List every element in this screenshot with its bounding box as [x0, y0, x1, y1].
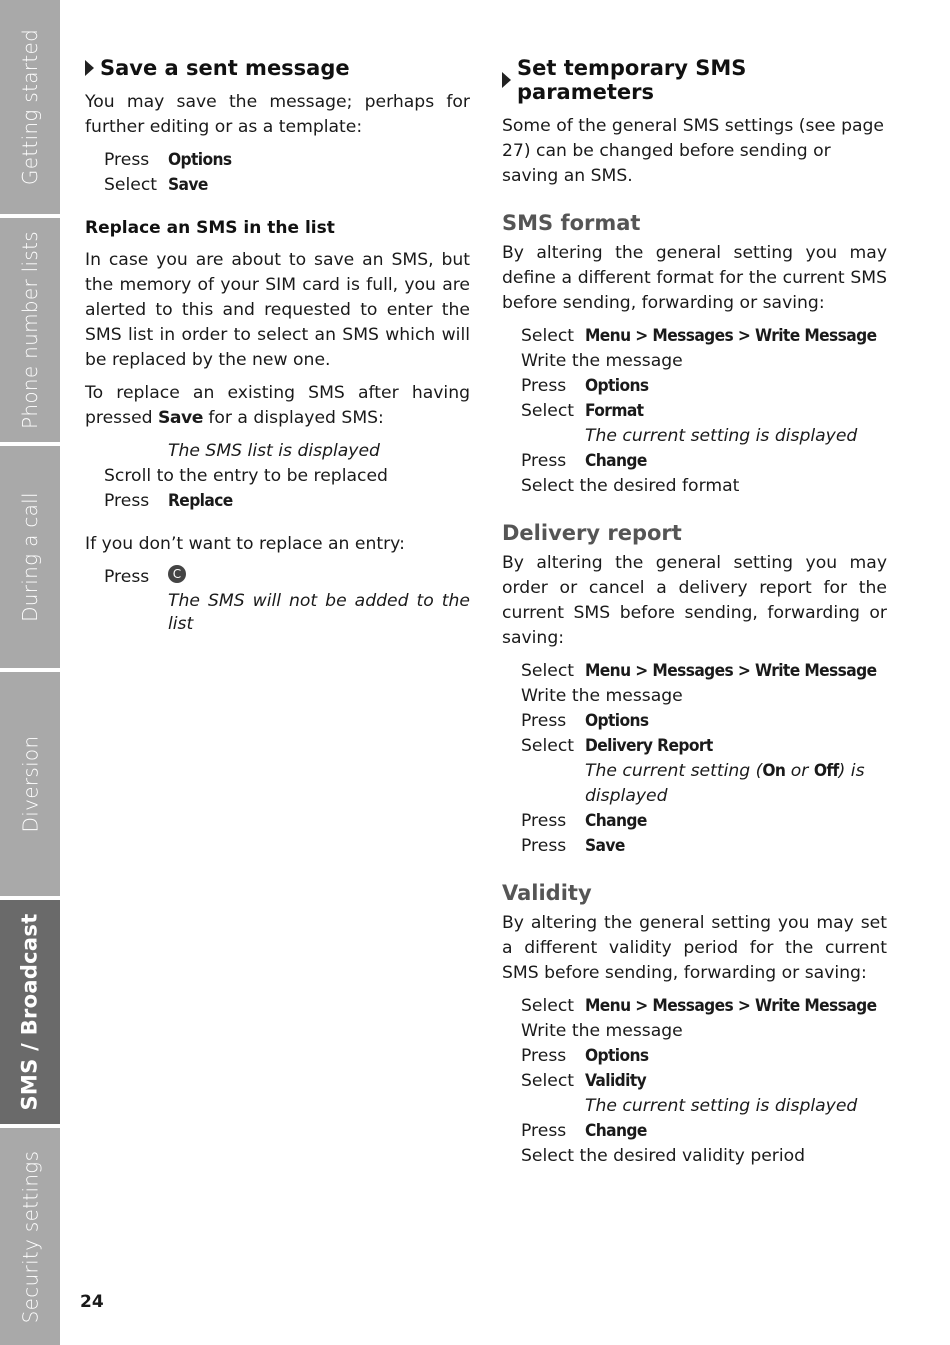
- step-command: Options: [585, 376, 649, 396]
- step-row: [104, 464, 470, 489]
- tab-label: Phone number lists: [18, 231, 43, 429]
- step-text: Select the desired format: [521, 476, 740, 496]
- tab-security-settings[interactable]: [0, 1128, 60, 1345]
- tab-label: SMS / Broadcast: [18, 913, 42, 1111]
- step-row: [104, 173, 470, 198]
- step-verb: Press: [521, 1046, 567, 1066]
- step-row: [104, 148, 470, 173]
- text-span: ) is displayed: [585, 761, 865, 806]
- tab-label: During a call: [18, 492, 42, 622]
- step-verb: Select: [521, 326, 575, 346]
- step-command: Options: [585, 1046, 649, 1066]
- step-command: Format: [585, 401, 644, 421]
- text-span: for a displayed SMS:: [202, 408, 384, 428]
- no-replace-paragraph: If you don’t want to replace an entry:: [85, 534, 405, 554]
- delivery-report-text: By altering the general setting you may order or cancel a delivery report for the current SMS before sending, forwarding or saving:: [502, 553, 887, 648]
- step-row: [521, 759, 887, 809]
- intro-paragraph: Some of the general SMS settings (see page 27) can be changed before sending or saving an SMS.: [502, 116, 885, 186]
- step-verb: Select: [521, 661, 575, 681]
- step-command: Menu > Messages > Write Message: [585, 661, 877, 681]
- sms-format-heading: SMS format: [502, 211, 641, 235]
- steps-delivery-report: [521, 659, 887, 859]
- side-tab-bar: [0, 0, 60, 1345]
- tab-label: Diversion: [18, 735, 43, 833]
- step-note: The current setting is displayed: [585, 426, 858, 446]
- step-verb: Press: [521, 811, 567, 831]
- step-verb: Press: [104, 567, 150, 587]
- triangle-bullet-icon: [85, 60, 94, 76]
- step-row: [521, 324, 887, 349]
- step-text: Write the message: [521, 1021, 683, 1041]
- step-note: [585, 759, 887, 809]
- steps-save: [104, 148, 470, 198]
- step-verb: Press: [521, 836, 567, 856]
- step-row: [521, 1069, 887, 1094]
- section-heading: [502, 56, 887, 104]
- steps-validity: [521, 994, 887, 1169]
- step-row: [521, 399, 887, 424]
- tab-sms-broadcast[interactable]: [0, 900, 60, 1124]
- step-row: [521, 1044, 887, 1069]
- section-title: Set temporary SMS parameters: [517, 56, 747, 104]
- replace-instruction-paragraph: [85, 381, 470, 431]
- step-command: Save: [168, 175, 208, 195]
- step-row: [521, 374, 887, 399]
- tab-diversion[interactable]: [0, 672, 60, 896]
- step-text: Select the desired validity period: [521, 1146, 806, 1166]
- step-row: [521, 474, 887, 499]
- step-row: [521, 659, 887, 684]
- step-row: [521, 734, 887, 759]
- step-verb: Press: [104, 491, 150, 511]
- validity-text: By altering the general setting you may set a different validity period for the current SMS before sending, forwarding or saving:: [502, 913, 887, 983]
- step-verb: Press: [521, 451, 567, 471]
- right-column: [502, 52, 887, 1177]
- step-row: [104, 590, 470, 636]
- inline-command: Save: [158, 408, 203, 428]
- step-verb: Select: [521, 1071, 575, 1091]
- text-span: The current setting (: [585, 761, 763, 781]
- inline-command: Off: [813, 761, 839, 781]
- step-verb: Press: [104, 150, 150, 170]
- tab-getting-started[interactable]: [0, 0, 60, 214]
- step-row: [104, 565, 470, 590]
- section-title: Save a sent message: [100, 56, 350, 80]
- tab-label: Getting started: [18, 28, 43, 186]
- step-text: Write the message: [521, 686, 683, 706]
- step-row: [521, 684, 887, 709]
- step-row: [521, 449, 887, 474]
- validity-heading: Validity: [502, 881, 592, 905]
- step-command: Replace: [168, 491, 233, 511]
- steps-sms-format: [521, 324, 887, 499]
- subheading: Replace an SMS in the list: [85, 218, 335, 238]
- step-row: [521, 1019, 887, 1044]
- text-span: or: [785, 761, 814, 781]
- step-row: [521, 994, 887, 1019]
- step-verb: Press: [521, 1121, 567, 1141]
- step-note: The SMS list is displayed: [168, 441, 380, 461]
- step-row: [521, 1144, 887, 1169]
- step-row: [521, 809, 887, 834]
- step-command: Options: [585, 711, 649, 731]
- steps-replace: [104, 439, 470, 514]
- step-verb: Press: [521, 711, 567, 731]
- text-span: To replace an existing SMS after having pressed: [85, 383, 470, 428]
- step-command: Delivery Report: [585, 736, 713, 756]
- step-row: [521, 834, 887, 859]
- step-note: The current setting is displayed: [585, 1096, 858, 1116]
- intro-paragraph: You may save the message; perhaps for further editing or as a template:: [85, 92, 470, 137]
- step-row: [104, 439, 470, 464]
- tab-during-a-call[interactable]: [0, 446, 60, 668]
- step-command: Menu > Messages > Write Message: [585, 326, 877, 346]
- section-heading: [85, 56, 470, 80]
- steps-no-replace: [104, 565, 470, 636]
- step-row: [521, 1094, 887, 1119]
- step-row: [521, 1119, 887, 1144]
- step-command: Change: [585, 811, 647, 831]
- step-command: Menu > Messages > Write Message: [585, 996, 877, 1016]
- step-verb: Select: [521, 996, 575, 1016]
- step-row: [521, 424, 887, 449]
- step-row: [521, 709, 887, 734]
- inline-command: On: [762, 761, 786, 781]
- step-command: Change: [585, 451, 647, 471]
- step-verb: Select: [521, 736, 575, 756]
- step-verb: Select: [104, 175, 158, 195]
- left-column: [85, 52, 470, 644]
- clear-key-icon: C: [168, 565, 186, 583]
- step-command: Validity: [585, 1071, 647, 1091]
- step-row: [521, 349, 887, 374]
- step-verb: Press: [521, 376, 567, 396]
- step-note: The SMS will not be added to the list: [168, 591, 470, 634]
- sms-format-text: By altering the general setting you may define a different format for the current SMS before sending, forwarding or saving:: [502, 243, 887, 313]
- step-text: Write the message: [521, 351, 683, 371]
- step-command: Options: [168, 150, 232, 170]
- step-row: [104, 489, 470, 514]
- page-number: 24: [80, 1292, 104, 1312]
- step-command: Change: [585, 1121, 647, 1141]
- tab-label: Security settings: [18, 1150, 42, 1323]
- tab-phone-number-lists[interactable]: [0, 218, 60, 442]
- triangle-bullet-icon: [502, 72, 511, 88]
- delivery-report-heading: Delivery report: [502, 521, 682, 545]
- replace-paragraph: In case you are about to save an SMS, but the memory of your SIM card is full, you are alerted to this and requested to enter the SMS list in order to select an SMS which will be replaced by the new one.: [85, 250, 470, 370]
- step-command: Save: [585, 836, 625, 856]
- step-verb: Select: [521, 401, 575, 421]
- step-text: Scroll to the entry to be replaced: [104, 466, 388, 486]
